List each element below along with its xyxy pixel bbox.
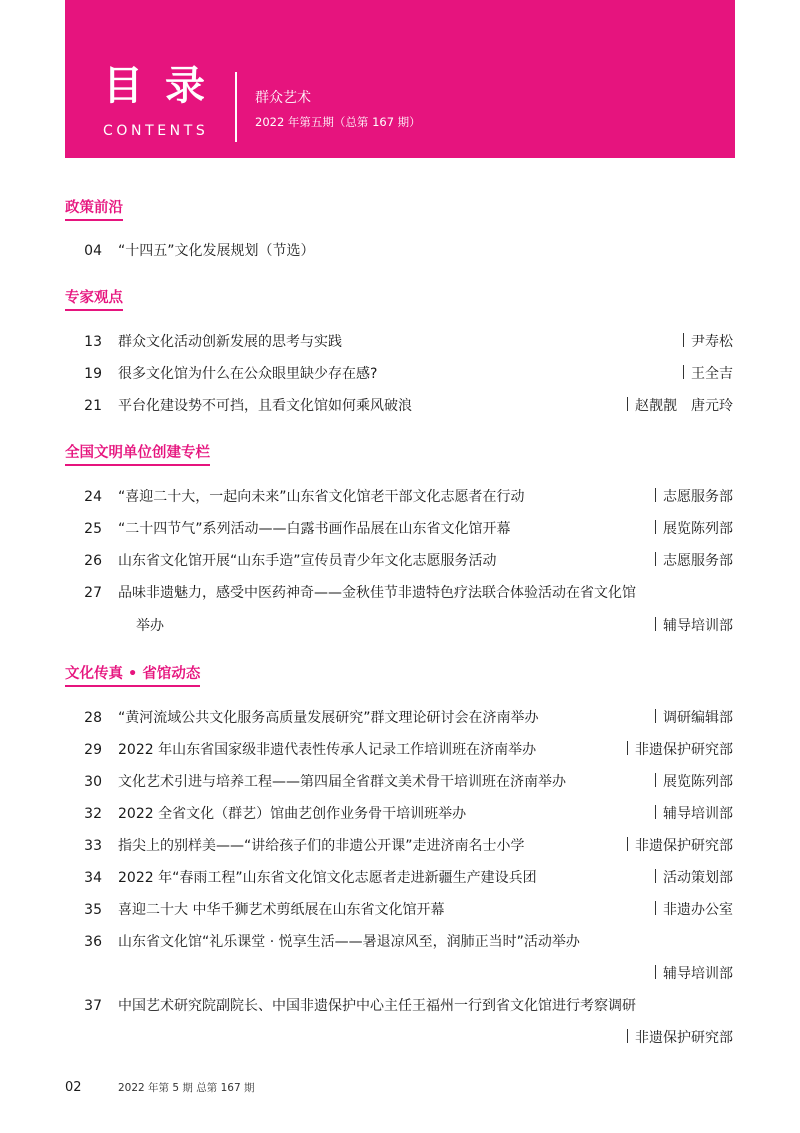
entry-department: 辅导培训部 bbox=[655, 964, 733, 984]
entry-title: 喜迎二十大 中华千狮艺术剪纸展在山东省文化馆开幕 bbox=[118, 902, 445, 918]
header-divider bbox=[235, 72, 237, 142]
entry-title: 品味非遗魅力，感受中医药神奇——金秋佳节非遗特色疗法联合体验活动在省文化馆 bbox=[118, 585, 636, 601]
entry-author: 赵靓靓 唐元玲 bbox=[627, 396, 733, 416]
entry-department: 辅导培训部 bbox=[655, 616, 733, 636]
page-title-en: CONTENTS bbox=[103, 123, 209, 139]
entry-page: 04 bbox=[84, 243, 102, 259]
entry-title: 中国艺术研究院副院长、中国非遗保护中心主任王福州一行到省文化馆进行考察调研 bbox=[118, 998, 636, 1014]
entry-department: 调研编辑部 bbox=[655, 708, 733, 728]
magazine-name: 群众艺术 bbox=[255, 90, 311, 106]
entry-page: 36 bbox=[84, 934, 102, 950]
entry-department: 志愿服务部 bbox=[655, 551, 733, 571]
entry-title: 文化艺术引进与培养工程——第四届全省群文美术骨干培训班在济南举办 bbox=[118, 774, 566, 790]
entry-title: 山东省文化馆开展“山东手造”宣传员青少年文化志愿服务活动 bbox=[118, 553, 497, 569]
issue-info: 2022 年第五期（总第 167 期） bbox=[255, 115, 421, 129]
entry-department: 活动策划部 bbox=[655, 868, 733, 888]
footer-issue-info: 2022 年第 5 期 总第 167 期 bbox=[118, 1082, 255, 1094]
entry-department: 非遗办公室 bbox=[655, 900, 733, 920]
entry-page: 33 bbox=[84, 838, 102, 854]
entry-department: 非遗保护研究部 bbox=[627, 740, 733, 760]
entry-department: 展览陈列部 bbox=[655, 519, 733, 539]
entry-page: 21 bbox=[84, 398, 102, 414]
entry-title: 山东省文化馆“礼乐课堂 · 悦享生活——暑退凉风至，润肺正当时”活动举办 bbox=[118, 934, 580, 950]
entry-title: 很多文化馆为什么在公众眼里缺少存在感? bbox=[118, 366, 378, 382]
entry-author: 王全吉 bbox=[683, 364, 733, 384]
footer-page-number: 02 bbox=[65, 1080, 82, 1095]
entry-author: 尹寿松 bbox=[683, 332, 733, 352]
page-title: 目录 bbox=[103, 63, 227, 109]
entry-page: 32 bbox=[84, 806, 102, 822]
entry-title: 2022 年山东省国家级非遗代表性传承人记录工作培训班在济南举办 bbox=[118, 742, 537, 758]
entry-page: 30 bbox=[84, 774, 102, 790]
section-title: 文化传真 • 省馆动态 bbox=[65, 664, 200, 687]
entry-title: “黄河流域公共文化服务高质量发展研究”群文理论研讨会在济南举办 bbox=[118, 710, 539, 726]
section-title: 专家观点 bbox=[65, 288, 123, 311]
entry-title-continued: 举办 bbox=[136, 618, 164, 634]
entry-title: “二十四节气”系列活动——白露书画作品展在山东省文化馆开幕 bbox=[118, 521, 511, 537]
section-title: 政策前沿 bbox=[65, 198, 123, 221]
entry-title: 2022 年“春雨工程”山东省文化馆文化志愿者走进新疆生产建设兵团 bbox=[118, 870, 537, 886]
entry-title: 2022 全省文化（群艺）馆曲艺创作业务骨干培训班举办 bbox=[118, 806, 467, 822]
entry-department: 非遗保护研究部 bbox=[627, 1028, 733, 1048]
entry-page: 28 bbox=[84, 710, 102, 726]
entry-title: “十四五”文化发展规划（节选） bbox=[118, 243, 315, 259]
entry-department: 辅导培训部 bbox=[655, 804, 733, 824]
entry-title: 平台化建设势不可挡，且看文化馆如何乘风破浪 bbox=[118, 398, 412, 414]
entry-page: 13 bbox=[84, 334, 102, 350]
entry-page: 37 bbox=[84, 998, 102, 1014]
entry-title: “喜迎二十大，一起向未来”山东省文化馆老干部文化志愿者在行动 bbox=[118, 489, 525, 505]
entry-page: 34 bbox=[84, 870, 102, 886]
entry-title: 指尖上的别样美——“讲给孩子们的非遗公开课”走进济南名士小学 bbox=[118, 838, 525, 854]
section-title: 全国文明单位创建专栏 bbox=[65, 443, 210, 466]
entry-page: 25 bbox=[84, 521, 102, 537]
entry-page: 19 bbox=[84, 366, 102, 382]
entry-title: 群众文化活动创新发展的思考与实践 bbox=[118, 334, 342, 350]
entry-department: 展览陈列部 bbox=[655, 772, 733, 792]
entry-department: 非遗保护研究部 bbox=[627, 836, 733, 856]
entry-page: 24 bbox=[84, 489, 102, 505]
header-banner bbox=[65, 0, 735, 158]
entry-page: 35 bbox=[84, 902, 102, 918]
entry-page: 29 bbox=[84, 742, 102, 758]
entry-page: 27 bbox=[84, 585, 102, 601]
entry-department: 志愿服务部 bbox=[655, 487, 733, 507]
entry-page: 26 bbox=[84, 553, 102, 569]
